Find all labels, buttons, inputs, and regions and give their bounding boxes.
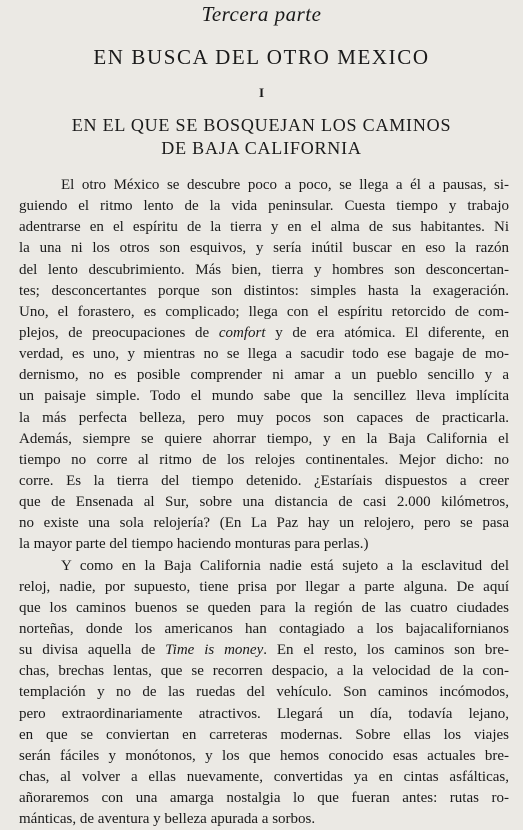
text-line: mánticas, de aventura y belleza apurada a sorbos. — [19, 811, 316, 828]
text-line: reloj, nadie, por supuesto, tiene prisa por llegar a parte alguna. De aquí — [19, 578, 509, 595]
text-line — [19, 323, 509, 344]
text-line: del lento descubrimiento. Más bien, tierra y hombres son desconcertan- — [19, 261, 509, 278]
text-line: no existe una sola relojería? (En La Paz hay un relojero, pero se pasa — [19, 515, 509, 532]
text-run: . En el resto, los caminos son bre- — [263, 642, 510, 659]
text-run: plejos, de preocupaciones de — [19, 324, 219, 341]
text-line: chas, al volver a ellas nuevamente, convertidas ya en cintas asfálticas, — [19, 768, 509, 785]
text-line: serán fáciles y monótonos, y los que hemos conocido esas actuales bre- — [19, 747, 509, 764]
text-line: Además, siempre se quiere ahorrar tiempo, y en la Baja California el — [19, 430, 509, 447]
text-line: dernismo, no es posible comprender ni amar a un pueblo sencillo y a — [19, 367, 509, 384]
text-line: en que se conviertan en carreteras modernas. Sobre ellas los viajes — [19, 726, 509, 743]
text-line: pero extraordinariamente atractivos. Llegará un día, todavía lejano, — [19, 705, 509, 722]
text-line: la más perfecta belleza, pero muy pocos son capaces de practicarla. — [19, 409, 509, 426]
chapter-title-line: DE BAJA CALIFORNIA — [161, 138, 362, 158]
italic-phrase: Time is money — [165, 642, 264, 659]
text-line: añoraremos con una amarga nostalgia lo que fueran antes: rutas ro- — [19, 790, 509, 807]
text-line: la una ni los otros son esquivos, y sería inútil buscar en eso la razón — [19, 240, 509, 257]
text-line: que los caminos buenos se queden para la región de las cuatro ciudades — [19, 599, 509, 616]
text-line: verdad, es uno, y mientras no se llega a sacudir todo ese bagaje de mo- — [19, 346, 509, 363]
chapter-title-line: EN EL QUE SE BOSQUEJAN LOS CAMINOS — [71, 115, 452, 135]
italic-word: comfort — [218, 324, 266, 341]
text-line: Uno, el forastero, es complicado; llega con el espíritu retorcido de com- — [19, 303, 509, 320]
part-title: Tercera parte — [201, 2, 322, 26]
text-run: su divisa aquella de — [19, 642, 166, 659]
text-line: un paisaje simple. Todo el mundo sabe que la sencillez lleva implícita — [19, 388, 509, 405]
chapter-title — [0, 114, 523, 160]
text-line: norteñas, donde los americanos han contagiado a los bajacalifornianos — [19, 620, 509, 637]
text-line: la mayor parte del tiempo haciendo monturas para perlas.) — [19, 536, 369, 553]
text-line: adentrarse en el espíritu de la tierra y en el alma de sus habitantes. Ni — [19, 219, 509, 236]
text-line: tes; desconcertantes porque son distintos: simples hasta la exageración. — [19, 282, 509, 299]
text-line: tiempo no corre al ritmo de los relojes continentales. Mejor dicho: no — [19, 451, 509, 468]
text-line: guiendo el ritmo lento de la vida peninsular. Cuesta tiempo y trabajo — [19, 198, 509, 215]
text-line: que de Ensenada al Sur, sobre una distancia de casi 2.000 kilómetros, — [19, 494, 509, 511]
text-line — [19, 640, 509, 661]
text-run: y de era atómica. El diferente, en — [265, 324, 510, 341]
text-line: corre. Es la tierra del tiempo detenido. ¿Estaríais dispuestos a creer — [19, 472, 509, 489]
text-line: Y como en la Baja California nadie está sujeto a la esclavitud del — [61, 557, 509, 574]
main-title: EN BUSCA DEL OTRO MEXICO — [93, 45, 430, 69]
body-text — [19, 175, 509, 830]
chapter-number: I — [258, 85, 265, 100]
text-line: chas, brechas lentas, que se recorren despacio, a la velocidad de la con- — [19, 663, 509, 680]
text-line: templación y no de las ruedas del vehículo. Son caminos incómodos, — [19, 684, 509, 701]
text-line: El otro México se descubre poco a poco, se llega a él a pausas, si- — [61, 177, 509, 193]
